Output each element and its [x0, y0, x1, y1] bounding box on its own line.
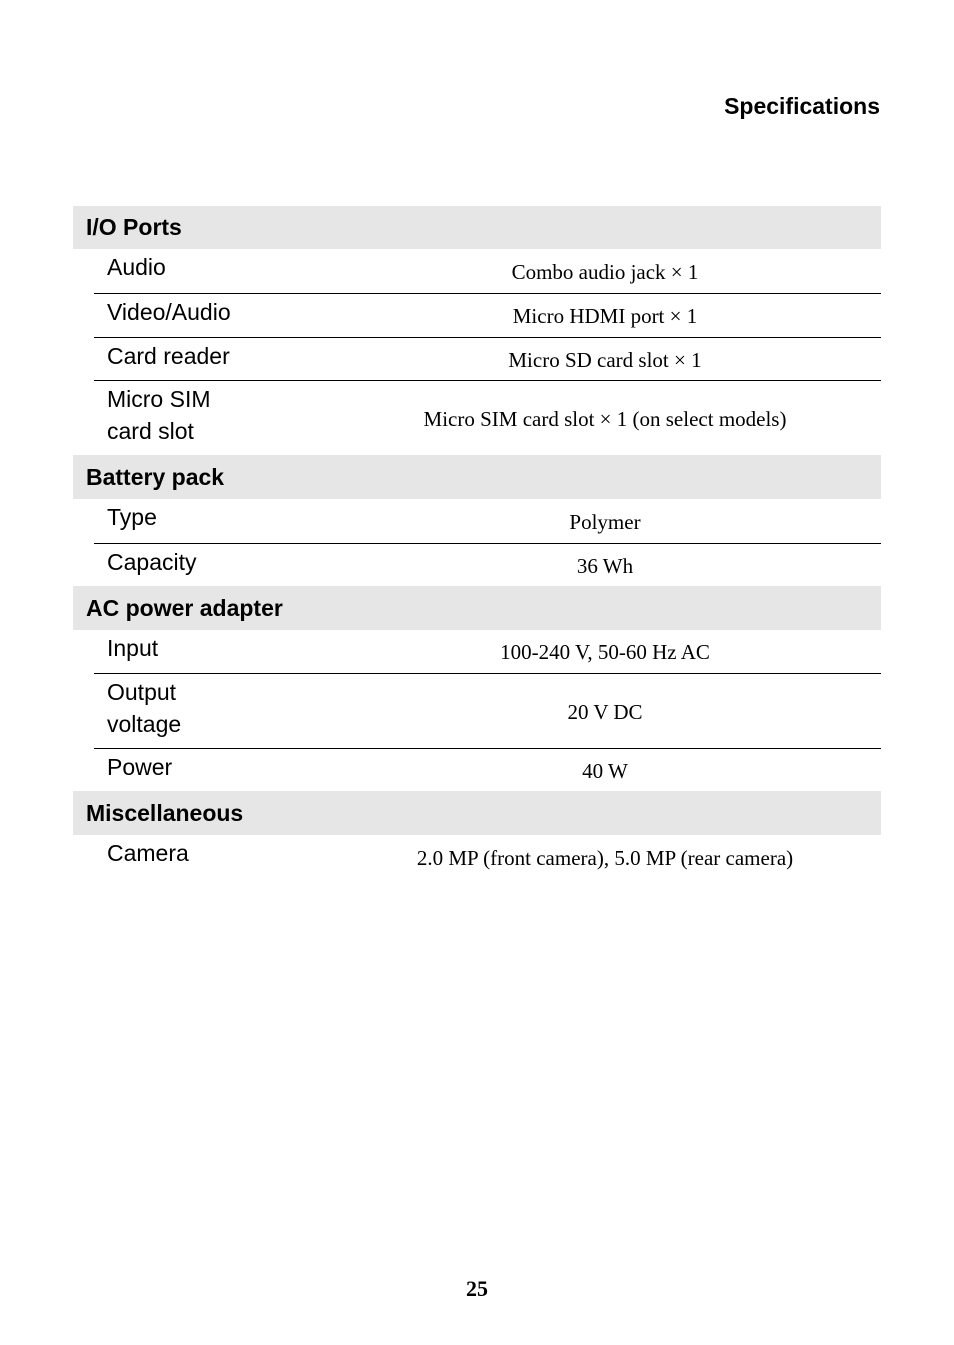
- section-heading-miscellaneous: Miscellaneous: [73, 791, 881, 835]
- section-heading-battery-pack: Battery pack: [73, 455, 881, 499]
- spec-label: Video/Audio: [107, 299, 231, 325]
- spec-row-video-audio: [94, 293, 881, 337]
- spec-label: Capacity: [107, 549, 197, 575]
- page-number: 25: [466, 1276, 488, 1301]
- spec-label: Audio: [107, 254, 166, 280]
- spec-row-audio: [94, 249, 881, 293]
- spec-label: [94, 674, 329, 748]
- page-header-title: Specifications: [724, 93, 880, 119]
- spec-row-power: [94, 748, 881, 791]
- spec-label: [94, 381, 329, 455]
- spec-row-type: [94, 499, 881, 543]
- spec-value: 20 V DC: [567, 699, 643, 724]
- spec-value: 40 W: [582, 758, 628, 783]
- spec-value: Polymer: [569, 509, 641, 534]
- spec-value: Combo audio jack × 1: [511, 259, 699, 284]
- spec-value: 36 Wh: [576, 553, 634, 578]
- spec-row-card-reader: [94, 337, 881, 380]
- spec-value: Micro SIM card slot × 1 (on select models): [423, 406, 787, 431]
- spec-row-capacity: [94, 543, 881, 586]
- spec-label: Type: [107, 504, 157, 530]
- spec-label: Camera: [107, 840, 189, 866]
- spec-row-input: [94, 630, 881, 673]
- spec-label-line: card slot: [107, 418, 194, 444]
- section-heading-ac-power-adapter: AC power adapter: [73, 586, 881, 630]
- spec-label-line: Output: [107, 679, 177, 705]
- spec-row-camera: [94, 835, 881, 879]
- spec-row-output-voltage: [94, 673, 881, 748]
- spec-value: Micro HDMI port × 1: [512, 304, 698, 328]
- spec-value: 2.0 MP (front camera), 5.0 MP (rear camera): [416, 845, 794, 870]
- spec-value: Micro SD card slot × 1: [508, 347, 702, 372]
- spec-label: Input: [107, 635, 159, 661]
- spec-label: Power: [107, 754, 173, 780]
- section-heading-io-ports: I/O Ports: [73, 206, 881, 249]
- spec-label-line: voltage: [107, 711, 182, 737]
- spec-label: Card reader: [107, 343, 230, 369]
- spec-value: 100-240 V, 50-60 Hz AC: [500, 640, 710, 664]
- specifications-table: [73, 206, 881, 879]
- spec-row-micro-sim: [94, 380, 881, 455]
- spec-label-line: Micro SIM: [107, 386, 211, 412]
